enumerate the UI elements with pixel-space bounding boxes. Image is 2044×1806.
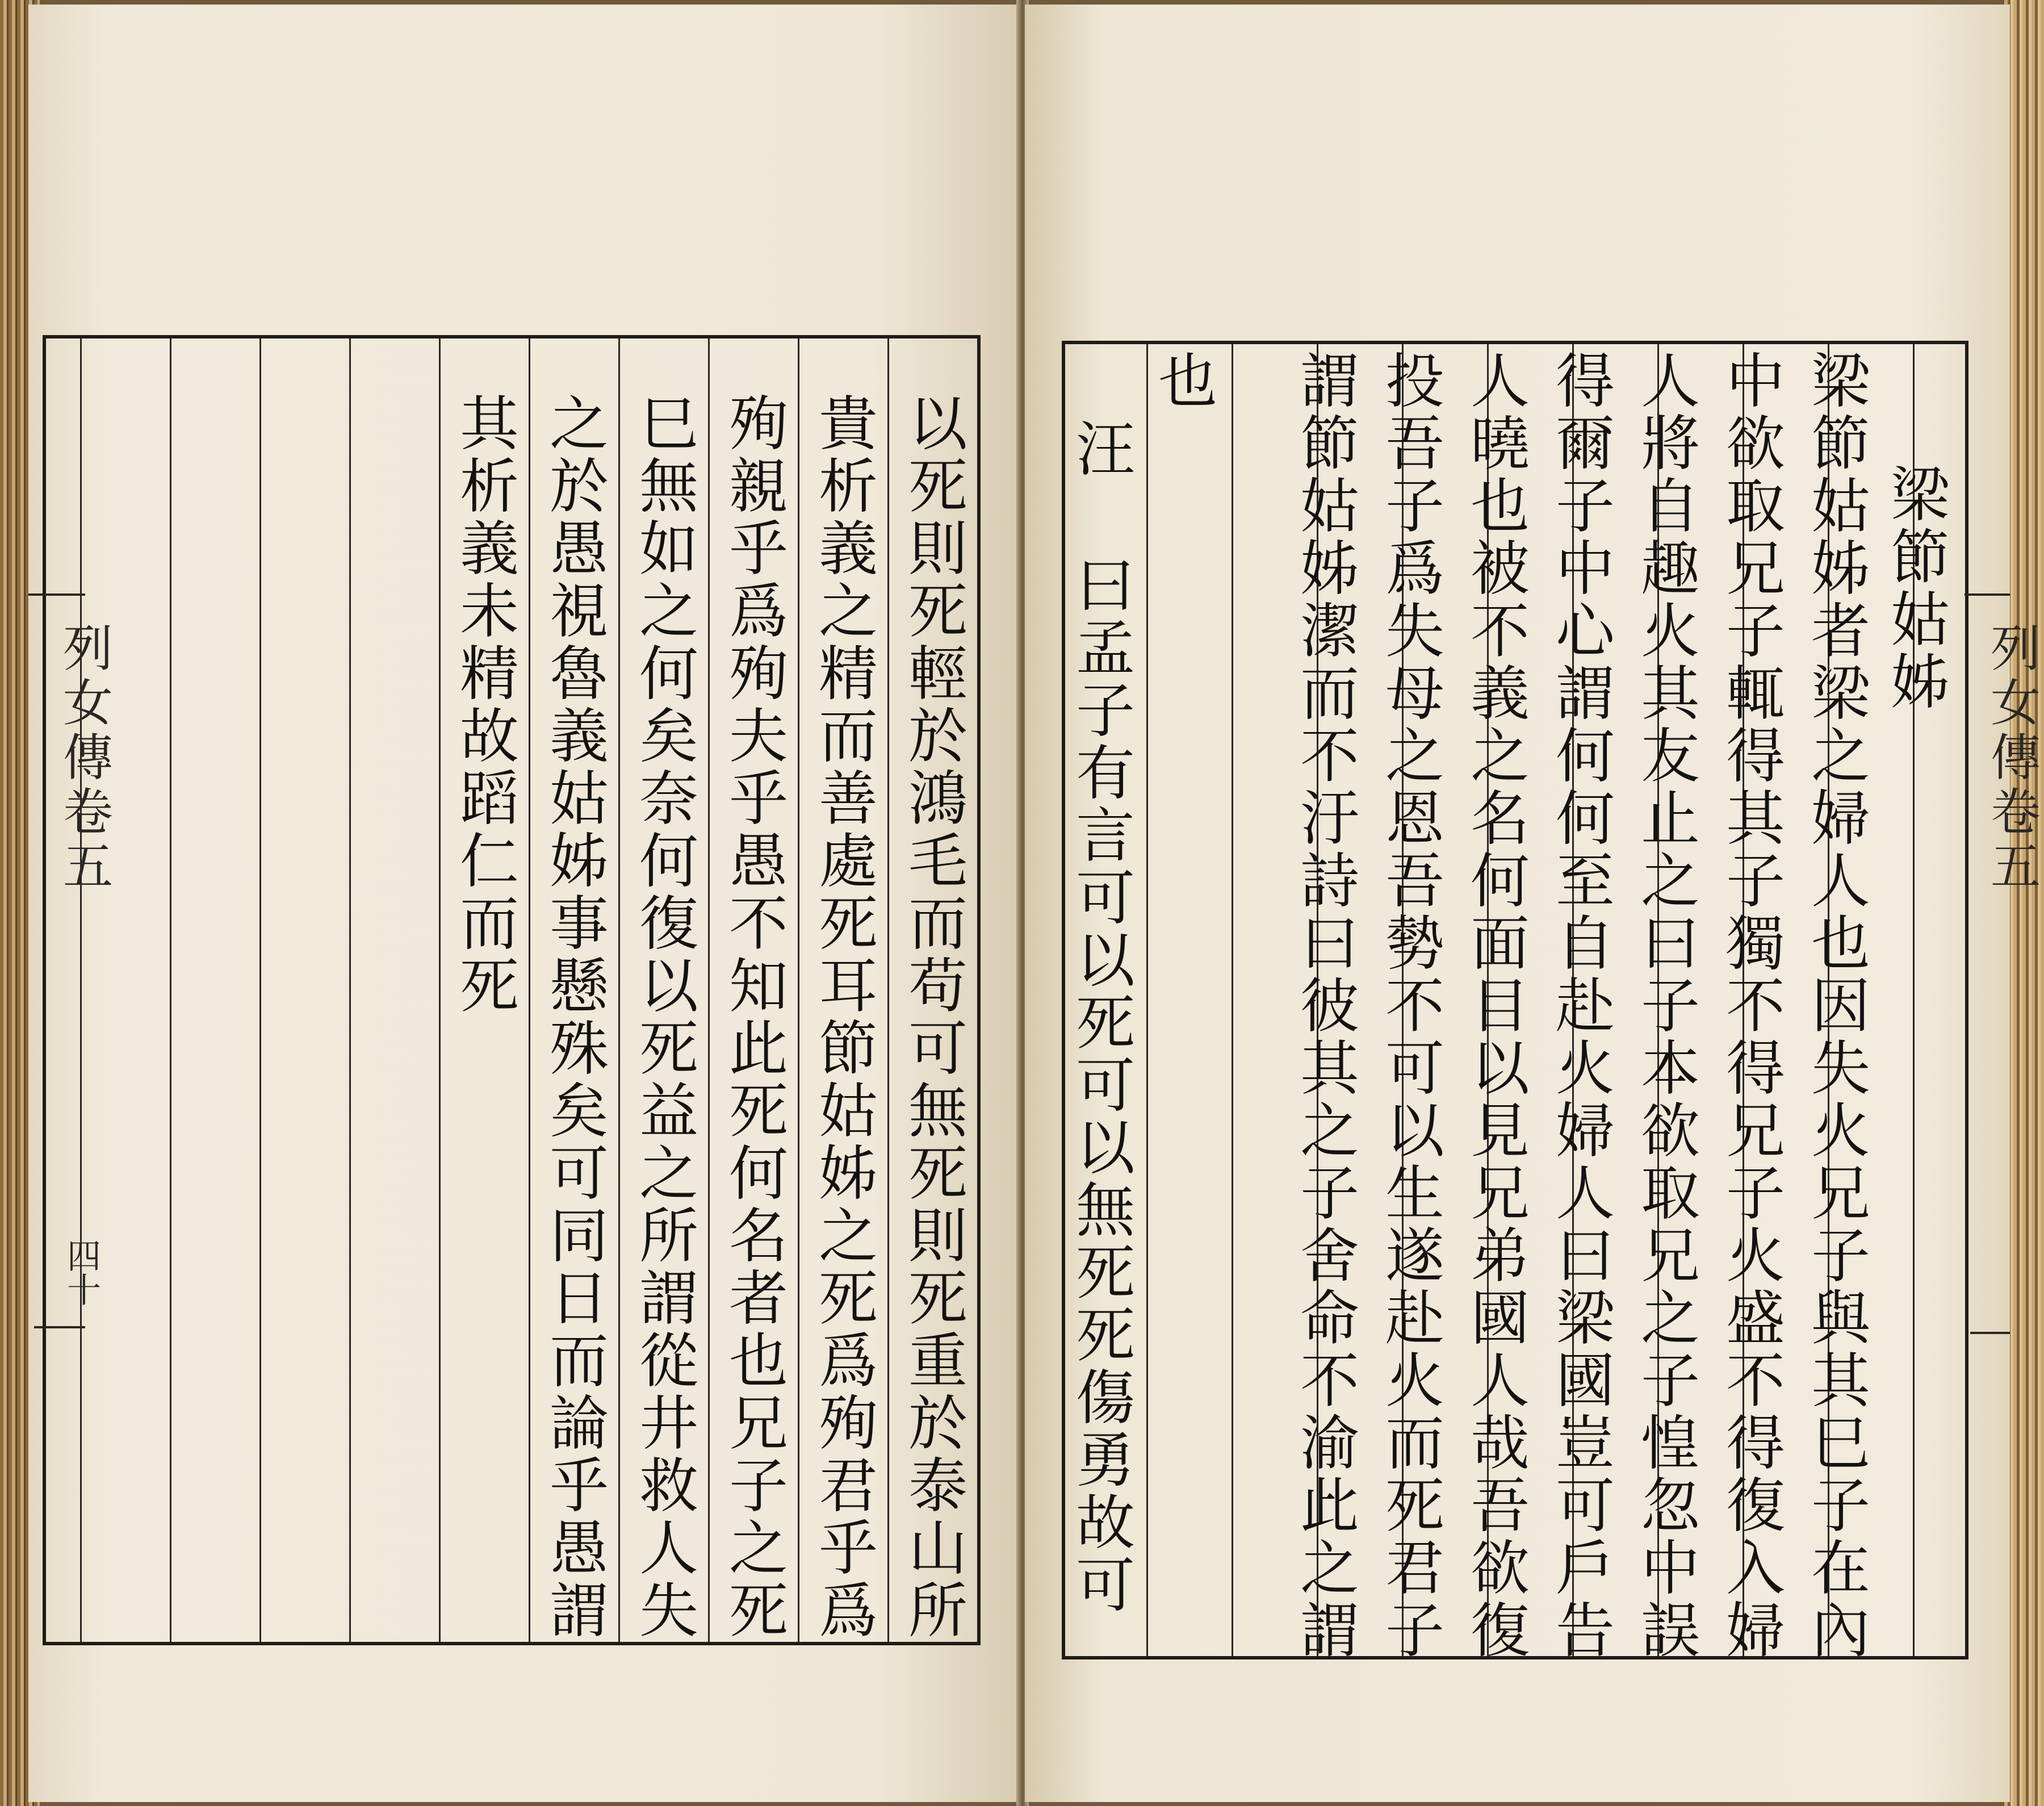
commentary-label: 汪 — [1066, 418, 1135, 480]
book-edge-right — [2004, 0, 2044, 1806]
left-column-5: 之於愚視魯義姑姊事懸殊矣可同日而論乎愚謂 — [539, 392, 609, 1642]
left-folio: 四十 — [61, 1238, 101, 1306]
column-rule — [80, 338, 82, 1642]
commentary-text: 曰孟子有言可以死可以無死死傷勇故可 — [1066, 554, 1135, 1616]
left-column-3: 殉親乎爲殉夫乎愚不知此死何名者也兄子之死 — [719, 392, 788, 1642]
right-column-2: 中欲取兄子輒得其子獨不得兄子火盛不得復入婦 — [1716, 350, 1785, 1662]
column-rule — [798, 338, 799, 1642]
left-column-4: 巳無如之何矣奈何復以死益之所謂從井救人失 — [629, 392, 698, 1642]
column-rule — [887, 338, 889, 1642]
column-rule — [170, 338, 171, 1642]
right-column-1: 梁節姑姊者梁之婦人也因失火兄子與其巳子在內 — [1801, 350, 1870, 1662]
column-rule — [618, 338, 620, 1642]
right-column-5: 人曉也被不義之名何面目以見兄弟國人哉吾欲復 — [1460, 350, 1530, 1662]
right-column-8: 也 — [1148, 350, 1217, 412]
column-rule — [529, 338, 530, 1642]
left-column-2: 貴析義之精而善處死耳節姑姊之死爲殉君乎爲 — [809, 392, 878, 1642]
column-rule — [259, 338, 261, 1642]
column-rule — [439, 338, 441, 1642]
left-margin-title: 列女傳卷五 — [55, 622, 114, 894]
folio-rule — [34, 1326, 85, 1328]
right-column-6: 投吾子爲失母之恩吾勢不可以生遂赴火而死君子 — [1375, 350, 1444, 1662]
section-heading: 梁節姑姊 — [1880, 463, 1950, 713]
column-rule — [1146, 344, 1148, 1656]
column-rule — [1232, 344, 1233, 1656]
right-column-7: 謂節姑姊潔而不汙詩曰彼其之子舍命不渝此之謂 — [1290, 350, 1359, 1662]
fish-tail-mark — [28, 593, 85, 596]
column-rule — [708, 338, 710, 1642]
left-column-6: 其析義未精故蹈仁而死 — [450, 392, 519, 1017]
left-column-1: 以死則死輕於鴻毛而苟可無死則死重於泰山所 — [898, 392, 967, 1642]
right-text-frame — [1062, 341, 1968, 1662]
right-column-4: 得爾子中心謂何何至自赴火婦人曰梁國豈可戶告 — [1545, 350, 1615, 1662]
right-column-3: 人將自趣火其友止之曰子本欲取兄之子惶忽中誤 — [1631, 350, 1700, 1662]
right-margin-title: 列女傳卷五 — [1983, 622, 2041, 894]
folio-rule — [1970, 1332, 2010, 1334]
fish-tail-mark — [1965, 593, 2010, 596]
left-text-frame — [43, 335, 981, 1645]
column-rule — [349, 338, 351, 1642]
